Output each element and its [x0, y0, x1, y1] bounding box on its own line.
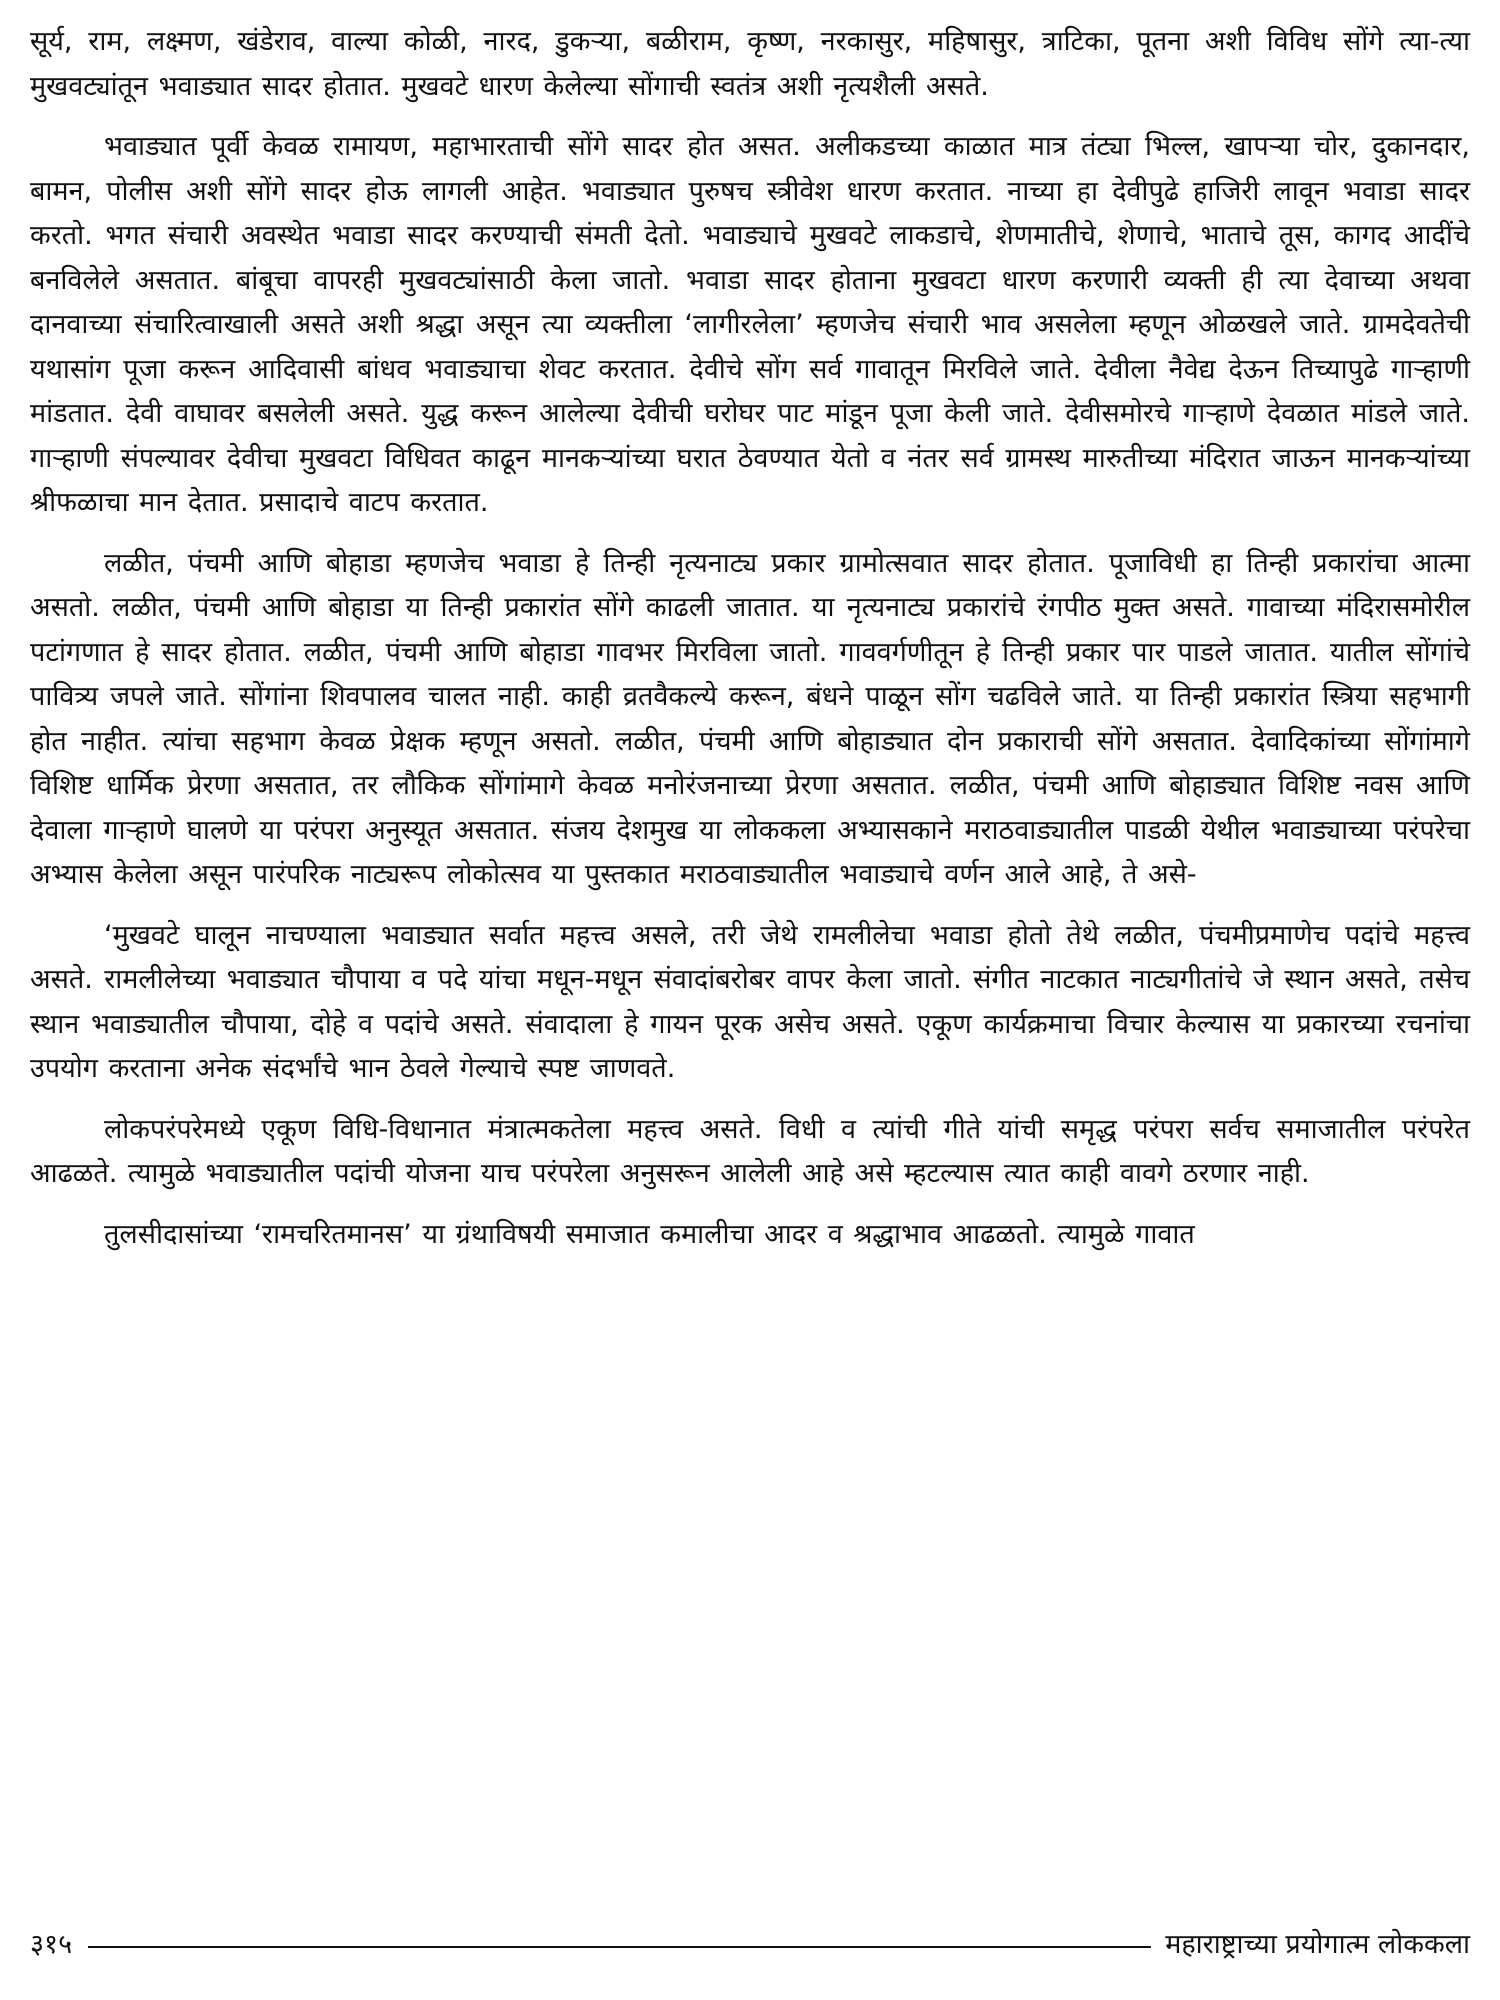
paragraph-3: लळीत, पंचमी आणि बोहाडा म्हणजेच भवाडा हे तिन्ही नृत्यनाट्य प्रकार ग्रामोत्सवात सादर होतात. पूजाविधी हा तिन्ही प्रकारांचा आत्मा असतो. लळीत, पंचमी आणि बोहाडा या तिन्ही प्रकारांत सोंगे काढली जातात. या नृत्यनाट्य प्रकारांचे रंगपीठ मुक्त असते. गावाच्या मंदिरासमोरील पटांगणात हे सादर होतात. लळीत, पंचमी आणि बोहाडा गावभर मिरविला जातो. गाववर्गणीतून हे तिन्ही प्रकार पार पाडले जातात. यातील सोंगांचे पावित्र्य जपले जाते. सोंगांना शिवपालव चालत नाही. काही व्रतवैकल्ये करून, बंधने पाळून सोंग चढविले जाते. या तिन्ही प्रकारांत स्त्रिया सहभागी होत नाहीत. त्यांचा सहभाग केवळ प्रेक्षक म्हणून असतो. लळीत, पंचमी आणि बोहाड्यात दोन प्रकाराची सोंगे असतात. देवादिकांच्या सोंगांमागे विशिष्ट धार्मिक प्रेरणा असतात, तर लौकिक सोंगांमागे केवळ मनोरंजनाच्या प्रेरणा असतात. लळीत, पंचमी आणि बोहाड्यात विशिष्ट नवस आणि देवाला गाऱ्हाणे घालणे या परंपरा अनुस्यूत असतात. संजय देशमुख या लोककला अभ्यासकाने मराठवाड्यातील पाडळी येथील भवाड्याच्या परंपरेचा अभ्यास केलेला असून पारंपरिक नाट्यरूप लोकोत्सव या पुस्तकात मराठवाड्यातील भवाड्याचे वर्णन आले आहे, ते असे-	[30, 547, 1470, 890]
paragraph-1: सूर्य, राम, लक्ष्मण, खंडेराव, वाल्या कोळी, नारद, डुकऱ्या, बळीराम, कृष्ण, नरकासुर, महिषासुर, त्राटिका, पूतना अशी विविध सोंगे त्या-त्या मुखवट्यांतून भवाड्यात सादर होतात. मुखवटे धारण केलेल्या सोंगाची स्वतंत्र अशी नृत्यशैली असते.	[30, 26, 1470, 102]
book-page	[30, 20, 1470, 1980]
paragraph-2: भवाड्यात पूर्वी केवळ रामायण, महाभारताची सोंगे सादर होत असत. अलीकडच्या काळात मात्र तंट्या भिल्ल, खापऱ्या चोर, दुकानदार, बामन, पोलीस अशी सोंगे सादर होऊ लागली आहेत. भवाड्यात पुरुषच स्त्रीवेश धारण करतात. नाच्या हा देवीपुढे हाजिरी लावून भवाडा सादर करतो. भगत संचारी अवस्थेत भवाडा सादर करण्याची संमती देतो. भवाड्याचे मुखवटे लाकडाचे, शेणमातीचे, शेणाचे, भाताचे तूस, कागद आदींचे बनविलेले असतात. बांबूचा वापरही मुखवट्यांसाठी केला जातो. भवाडा सादर होताना मुखवटा धारण करणारी व्यक्ती ही त्या देवाच्या अथवा दानवाच्या संचारित्वाखाली असते अशी श्रद्धा असून त्या व्यक्तीला ‘लागीरलेला’ म्हणजेच संचारी भाव असलेला म्हणून ओळखले जाते. ग्रामदेवतेची यथासांग पूजा करून आदिवासी बांधव भवाड्याचा शेवट करतात. देवीचे सोंग सर्व गावातून मिरविले जाते. देवीला नैवेद्य देऊन तिच्यापुढे गाऱ्हाणी मांडतात. देवी वाघावर बसलेली असते. युद्ध करून आलेल्या देवीची घरोघर पाट मांडून पूजा केली जाते. देवीसमोरचे गाऱ्हाणे देवळात मांडले जाते. गाऱ्हाणी संपल्यावर देवीचा मुखवटा विधिवत काढून मानकऱ्यांच्या घरात ठेवण्यात येतो व नंतर सर्व ग्रामस्थ मारुतीच्या मंदिरात जाऊन मानकऱ्यांच्या श्रीफळाचा मान देतात. प्रसादाचे वाटप करतात.	[30, 131, 1470, 518]
page-number: ३१५	[30, 1929, 73, 1960]
footer-rule	[88, 1946, 1151, 1948]
body-text	[30, 20, 1470, 1273]
paragraph-6: तुलसीदासांच्या ‘रामचरितमानस’ या ग्रंथाविषयी समाजात कमालीचा आदर व श्रद्धाभाव आढळतो. त्यामुळे गावात	[104, 1218, 1195, 1250]
running-title: महाराष्ट्राच्या प्रयोगात्म लोककला	[1165, 1929, 1470, 1960]
paragraph-5: लोकपरंपरेमध्ये एकूण विधि-विधानात मंत्रात्मकतेला महत्त्व असते. विधी व त्यांची गीते यांची समृद्ध परंपरा सर्वच समाजातील परंपरेत आढळते. त्यामुळे भवाड्यातील पदांची योजना याच परंपरेला अनुसरून आलेली आहे असे म्हटल्यास त्यात काही वावगे ठरणार नाही.	[30, 1113, 1470, 1189]
paragraph-4: ‘मुखवटे घालून नाचण्याला भवाड्यात सर्वात महत्त्व असले, तरी जेथे रामलीलेचा भवाडा होतो तेथे लळीत, पंचमीप्रमाणेच पदांचे महत्त्व असते. रामलीलेच्या भवाड्यात चौपाया व पदे यांचा मधून-मधून संवादांबरोबर वापर केला जातो. संगीत नाटकात नाट्यगीतांचे जे स्थान असते, तसेच स्थान भवाड्यातील चौपाया, दोहे व पदांचे असते. संवादाला हे गायन पूरक असेच असते. एकूण कार्यक्रमाचा विचार केल्यास या प्रकारच्या रचनांचा उपयोग करताना अनेक संदर्भांचे भान ठेवले गेल्याचे स्पष्ट जाणवते.	[30, 919, 1470, 1084]
page-footer	[30, 1925, 1470, 1965]
